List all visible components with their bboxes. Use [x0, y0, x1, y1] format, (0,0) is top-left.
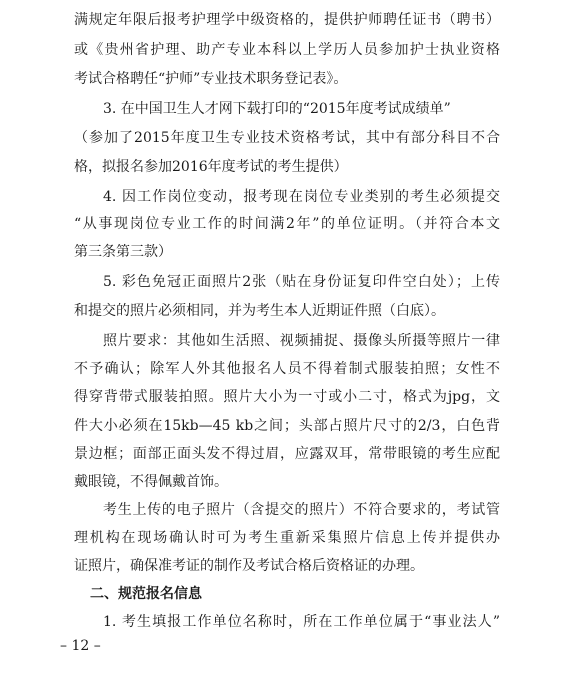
paragraph-line: 第三条第三款） [74, 244, 172, 260]
paragraph-line: 证照片，确保准考证的制作及考试合格后资格证的办理。 [74, 558, 424, 574]
paragraph-line: 3. 在中国卫生人才网下载打印的“2015年度考试成绩单” [103, 101, 451, 117]
paragraph-line: 满规定年限后报考护理学中级资格的，提供护师聘任证书（聘书） [74, 12, 500, 28]
paragraph-line: 得穿背带式服装拍照。照片大小为一寸或小二寸，格式为jpg，文 [74, 389, 500, 405]
paragraph-line: “从事现岗位专业工作的时间满2年”的单位证明。（并符合本文 [74, 216, 500, 232]
paragraph-line: 照片要求：其他如生活照、视频捕捉、摄像头所摄等照片一律 [103, 333, 500, 349]
paragraph-line: 戴眼镜，不得佩戴首饰。 [74, 474, 228, 490]
paragraph-line: 或《贵州省护理、助产专业本科以上学历人员参加护士执业资格 [74, 42, 500, 58]
paragraph-line: 1. 考生填报工作单位名称时，所在工作单位属于“事业法人” [103, 614, 500, 630]
paragraph-line: 理机构在现场确认时可为考生重新采集照片信息上传并提供办 [74, 530, 500, 546]
paragraph-line: （参加了2015年度卫生专业技术资格考试，其中有部分科目不合 [74, 130, 500, 146]
paragraph-line: 考生上传的电子照片（含提交的照片）不符合要求的，考试管 [103, 502, 500, 518]
section-heading: 二、规范报名信息 [90, 586, 202, 602]
paragraph-line: 5. 彩色免冠正面照片2张（贴在身份证复印件空白处）；上传 [103, 274, 500, 290]
paragraph-line: 和提交的照片必须相同，并为考生本人近期证件照（白底）。 [74, 303, 445, 319]
page-number: – 12 – [60, 638, 101, 654]
paragraph-line: 景边框；面部正面头发不得过眉，应露双耳，常带眼镜的考生应配 [74, 446, 500, 462]
paragraph-line: 4. 因工作岗位变动，报考现在岗位专业类别的考生必须提交 [103, 189, 500, 205]
paragraph-line: 格，拟报名参加2016年度考试的考生提供） [74, 159, 348, 175]
paragraph-line: 考试合格聘任“护师”专业技术职务登记表》。 [74, 71, 348, 87]
paragraph-line: 不予确认；除军人外其他报名人员不得着制式服装拍照；女性不 [74, 361, 500, 377]
paragraph-line: 件大小必须在15kb—45 kb之间；头部占照片尺寸的2/3，白色背 [74, 418, 500, 434]
